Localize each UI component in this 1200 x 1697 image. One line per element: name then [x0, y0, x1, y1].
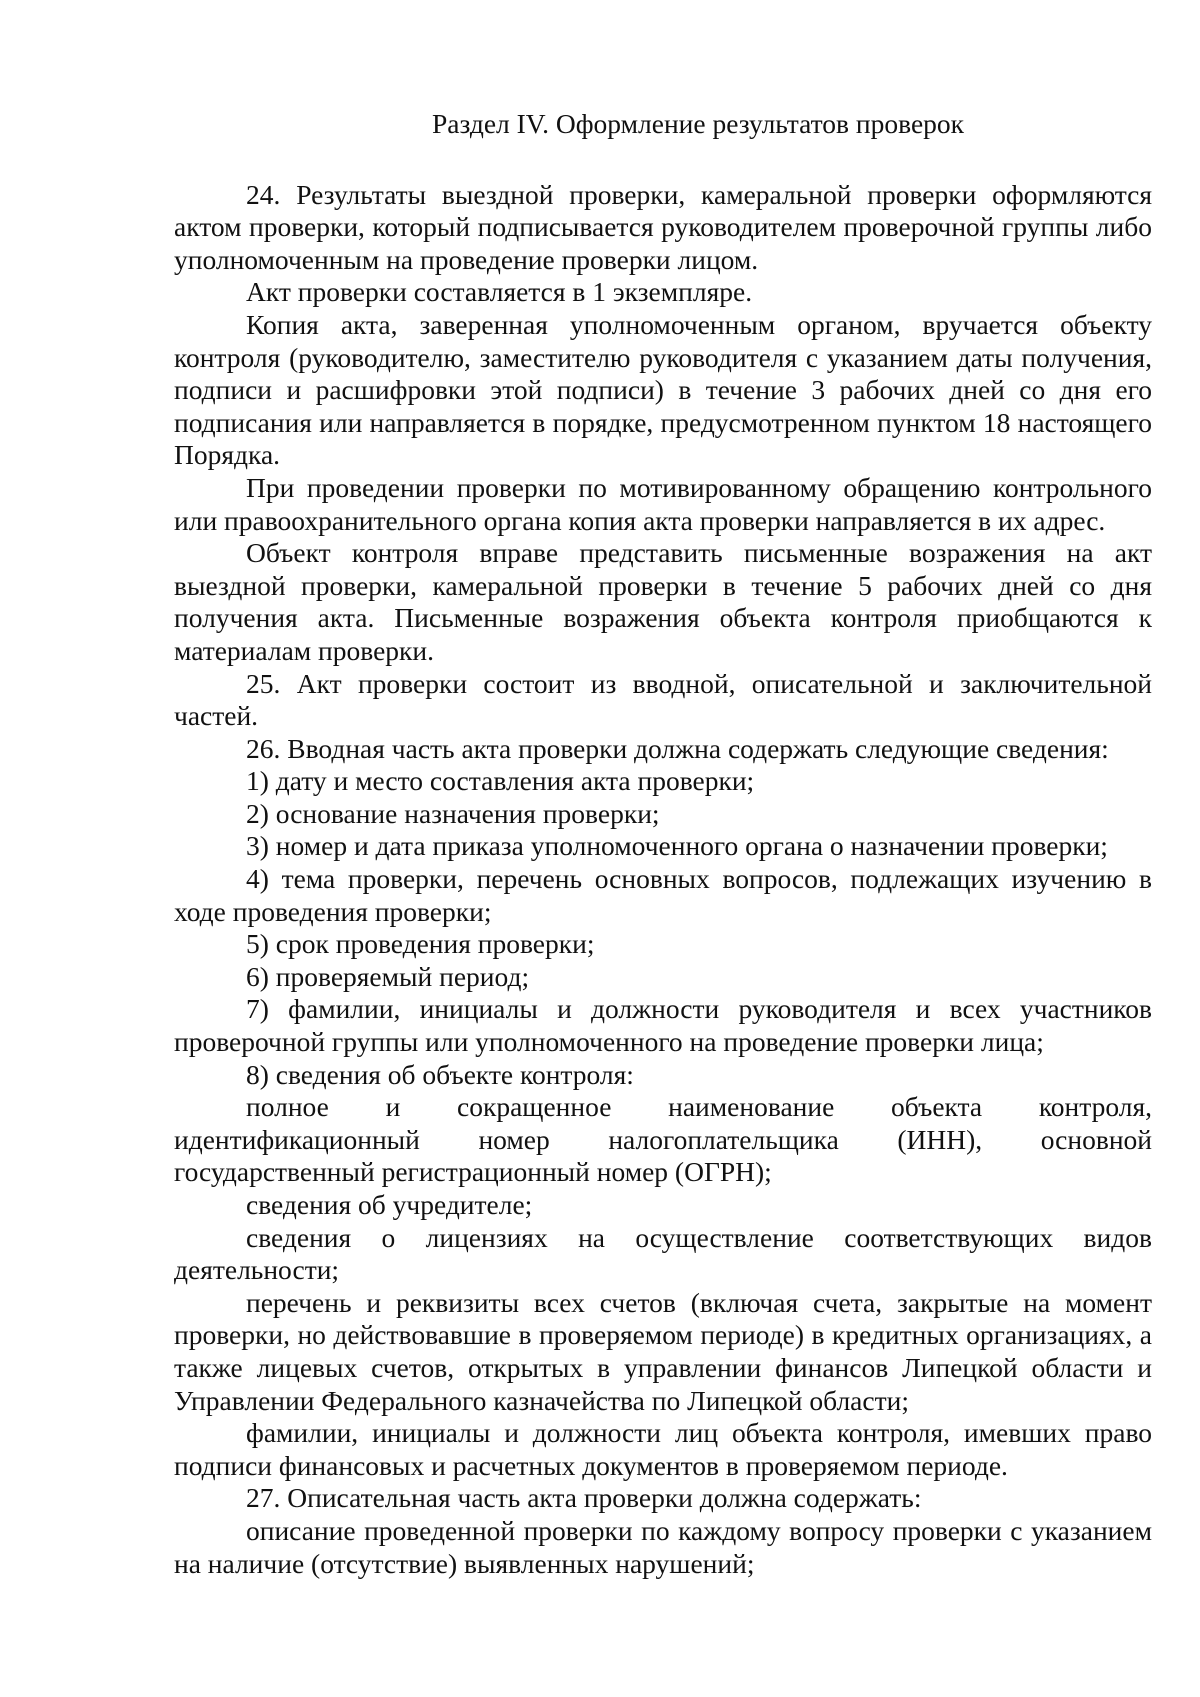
list-item-7: 7) фамилии, инициалы и должности руководителя и всех участников проверочной группы или уполномоченного на проведение проверки лица;: [174, 993, 1152, 1058]
paragraph-25: 25. Акт проверки состоит из вводной, описательной и заключительной частей.: [174, 667, 1152, 732]
list-item-6: 6) проверяемый период;: [246, 960, 530, 992]
paragraph-objections: Объект контроля вправе представить письменные возражения на акт выездной проверки, камеральной проверки в течение 5 рабочих дней со дня получения акта. Письменные возражения объекта контроля приобщаются к материалам проверки.: [174, 537, 1152, 666]
paragraph-motivated-request: При проведении проверки по мотивированному обращению контрольного или правоохранительного органа копия акта проверки направляется в их адрес.: [174, 471, 1152, 536]
list-item-3: 3) номер и дата приказа уполномоченного органа о назначении проверки;: [246, 830, 1108, 862]
subitem-signatories: фамилии, инициалы и должности лиц объекта контроля, имевших право подписи финансовых и расчетных документов в проверяемом периоде.: [174, 1417, 1152, 1481]
subitem-founder: сведения об учредителе;: [246, 1189, 533, 1220]
list-item-1: 1) дату и место составления акта проверки;: [246, 765, 755, 797]
subitem-name-inn-ogrn: полное и сокращенное наименование объекта контроля, идентификационный номер налогоплательщика (ИНН), основной государственный регистрационный номер (ОГРН);: [174, 1091, 1152, 1188]
paragraph-act-copies: Акт проверки составляется в 1 экземпляре.: [246, 276, 753, 308]
section-heading: Раздел IV. Оформление результатов проверок: [431, 108, 965, 139]
list-item-4: 4) тема проверки, перечень основных вопросов, подлежащих изучению в ходе проведения проверки;: [174, 863, 1152, 927]
subitem-accounts: перечень и реквизиты всех счетов (включая счета, закрытые на момент проверки, но действовавшие в проверяемом периоде) в кредитных организациях, а также лицевых счетов, открытых в управлении финансов Липецкой области и Управлении Федерального казначейства по Липецкой области;: [174, 1286, 1152, 1416]
subitem-licenses: сведения о лицензиях на осуществление соответствующих видов деятельности;: [174, 1221, 1152, 1286]
paragraph-27: 27. Описательная часть акта проверки должна содержать:: [246, 1482, 922, 1514]
paragraph-act-copy-delivery: Копия акта, заверенная уполномоченным органом, вручается объекту контроля (руководителю, заместителю руководителя с указанием даты получения, подписи и расшифровки этой подписи) в течение 3 рабочих дней со дня его подписания или направляется в порядке, предусмотренном пунктом 18 настоящего Порядка.: [174, 308, 1152, 471]
paragraph-26: 26. Вводная часть акта проверки должна содержать следующие сведения:: [246, 732, 1109, 764]
subitem-description: описание проведенной проверки по каждому вопросу проверки с указанием на наличие (отсутствие) выявленных нарушений;: [174, 1514, 1152, 1579]
list-item-8: 8) сведения об объекте контроля:: [246, 1058, 634, 1090]
list-item-5: 5) срок проведения проверки;: [246, 928, 595, 960]
list-item-2: 2) основание назначения проверки;: [246, 797, 660, 829]
document-page: [174, 108, 1152, 1580]
paragraph-24: 24. Результаты выездной проверки, камеральной проверки оформляются актом проверки, который подписывается руководителем проверочной группы либо уполномоченным на проведение проверки лицом.: [174, 178, 1152, 275]
